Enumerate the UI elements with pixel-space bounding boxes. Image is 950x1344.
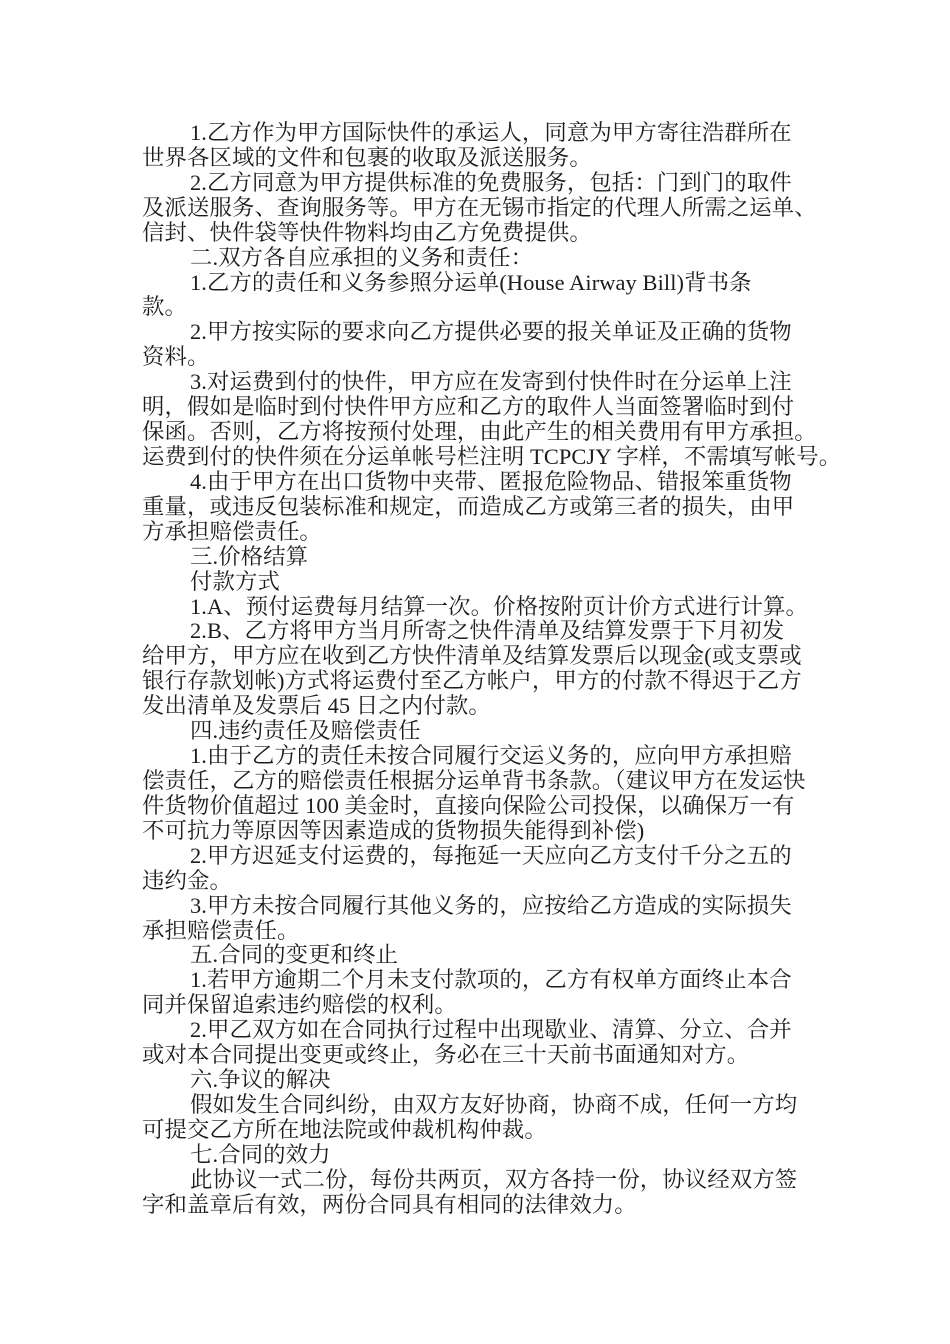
- text-line: 2.甲乙双方如在合同执行过程中出现歇业、清算、分立、合并: [190, 1017, 792, 1043]
- paragraph: [142, 943, 826, 968]
- text-line: 信封、快件袋等快件物料均由乙方免费提供。: [142, 219, 592, 245]
- paragraph: [142, 1143, 826, 1168]
- text-line: 二.双方各自应承担的义务和责任：: [190, 244, 534, 270]
- paragraph: [142, 719, 826, 744]
- paragraph: [142, 1168, 826, 1218]
- text-line: 3.对运费到付的快件，甲方应在发寄到付快件时在分运单上注: [190, 369, 792, 395]
- text-line: 1.乙方作为甲方国际快件的承运人，同意为甲方寄往浩群所在: [190, 120, 792, 145]
- text-line: 2.甲方迟延支付运费的，每拖延一天应向乙方支付千分之五的: [190, 842, 792, 868]
- text-line: 七.合同的效力: [190, 1141, 331, 1167]
- text-line: 四.违约责任及赔偿责任: [190, 718, 421, 744]
- paragraph: [142, 1068, 826, 1093]
- text-line: 承担赔偿责任。: [142, 917, 300, 943]
- text-line: 及派送服务、查询服务等。甲方在无锡市指定的代理人所需之运单、: [142, 194, 817, 220]
- text-line: 此协议一式二份，每份共两页，双方各持一份，协议经双方签: [190, 1166, 798, 1192]
- paragraph: [142, 171, 826, 246]
- text-line: 1.A、预付运费每月结算一次。价格按附页计价方式进行计算。: [190, 593, 809, 619]
- text-line: 同并保留追索违约赔偿的权利。: [142, 992, 457, 1018]
- text-line: 1.若甲方逾期二个月未支付款项的，乙方有权单方面终止本合: [190, 967, 792, 993]
- text-line: 五.合同的变更和终止: [190, 942, 399, 968]
- paragraph: [142, 545, 826, 570]
- paragraph: [142, 470, 826, 545]
- paragraph: [142, 121, 826, 171]
- text-line: 2.乙方同意为甲方提供标准的免费服务，包括：门到门的取件: [190, 169, 792, 195]
- paragraph: [142, 744, 826, 844]
- text-line: 3.甲方未按合同履行其他义务的，应按给乙方造成的实际损失: [190, 892, 792, 918]
- text-line: 违约金。: [142, 867, 232, 893]
- text-line: 4.由于甲方在出口货物中夹带、匿报危险物品、错报笨重货物: [190, 468, 792, 494]
- paragraph: [142, 369, 842, 470]
- text-line: 资料。: [142, 344, 210, 370]
- text-line: 明，假如是临时到付快件甲方应和乙方的取件人当面签署临时到付: [142, 394, 795, 420]
- text-line: 或对本合同提出变更或终止，务必在三十天前书面通知对方。: [142, 1042, 750, 1068]
- paragraph: [142, 844, 826, 894]
- text-line: 重量，或违反包装标准和规定，而造成乙方或第三者的损失，由甲: [142, 493, 795, 519]
- text-line: 可提交乙方所在地法院或仲裁机构仲裁。: [142, 1116, 547, 1142]
- text-line: 1.由于乙方的责任未按合同履行交运义务的，应向甲方承担赔: [190, 743, 792, 769]
- text-line: 保函。否则，乙方将按预付处理，由此产生的相关费用有甲方承担。: [142, 419, 817, 445]
- contract-document: [142, 120, 842, 1218]
- paragraph: [142, 968, 826, 1018]
- text-line: 方承担赔偿责任。: [142, 518, 322, 544]
- paragraph: [142, 271, 826, 321]
- text-line: 不可抗力等原因等因素造成的货物损失能得到补偿): [142, 817, 645, 843]
- paragraph: [142, 320, 826, 370]
- text-line: 银行存款划帐)方式将运费付至乙方帐户，甲方的付款不得迟于乙方: [142, 668, 802, 694]
- paragraph: [142, 1018, 826, 1068]
- paragraph: [142, 619, 826, 719]
- text-line: 2.B、乙方将甲方当月所寄之快件清单及结算发票于下月初发: [190, 618, 785, 644]
- paragraph: [142, 894, 826, 944]
- paragraph: [142, 570, 826, 595]
- paragraph: [142, 246, 826, 271]
- text-line: 运费到付的快件须在分运单帐号栏注明 TCPCJY 字样，不需填写帐号。: [142, 443, 842, 469]
- text-line: 付款方式: [190, 568, 280, 594]
- paragraph: [142, 1093, 826, 1143]
- text-line: 发出清单及发票后 45 日之内付款。: [142, 693, 491, 719]
- text-line: 2.甲方按实际的要求向乙方提供必要的报关单证及正确的货物: [190, 319, 792, 345]
- text-line: 件货物价值超过 100 美金时，直接向保险公司投保，以确保万一有: [142, 792, 795, 818]
- text-line: 世界各区域的文件和包裹的收取及派送服务。: [142, 144, 592, 170]
- text-line: 给甲方，甲方应在收到乙方快件清单及结算发票后以现金(或支票或: [142, 643, 802, 669]
- text-line: 1.乙方的责任和义务参照分运单(House Airway Bill)背书条: [190, 269, 752, 295]
- text-line: 三.价格结算: [190, 543, 309, 569]
- paragraph: [142, 595, 826, 620]
- text-line: 偿责任，乙方的赔偿责任根据分运单背书条款。（建议甲方在发运快: [142, 767, 806, 793]
- text-line: 假如发生合同纠纷，由双方友好协商，协商不成，任何一方均: [190, 1091, 798, 1117]
- text-line: 字和盖章后有效，两份合同具有相同的法律效力。: [142, 1191, 637, 1217]
- text-line: 款。: [142, 294, 187, 320]
- text-line: 六.争议的解决: [190, 1067, 331, 1093]
